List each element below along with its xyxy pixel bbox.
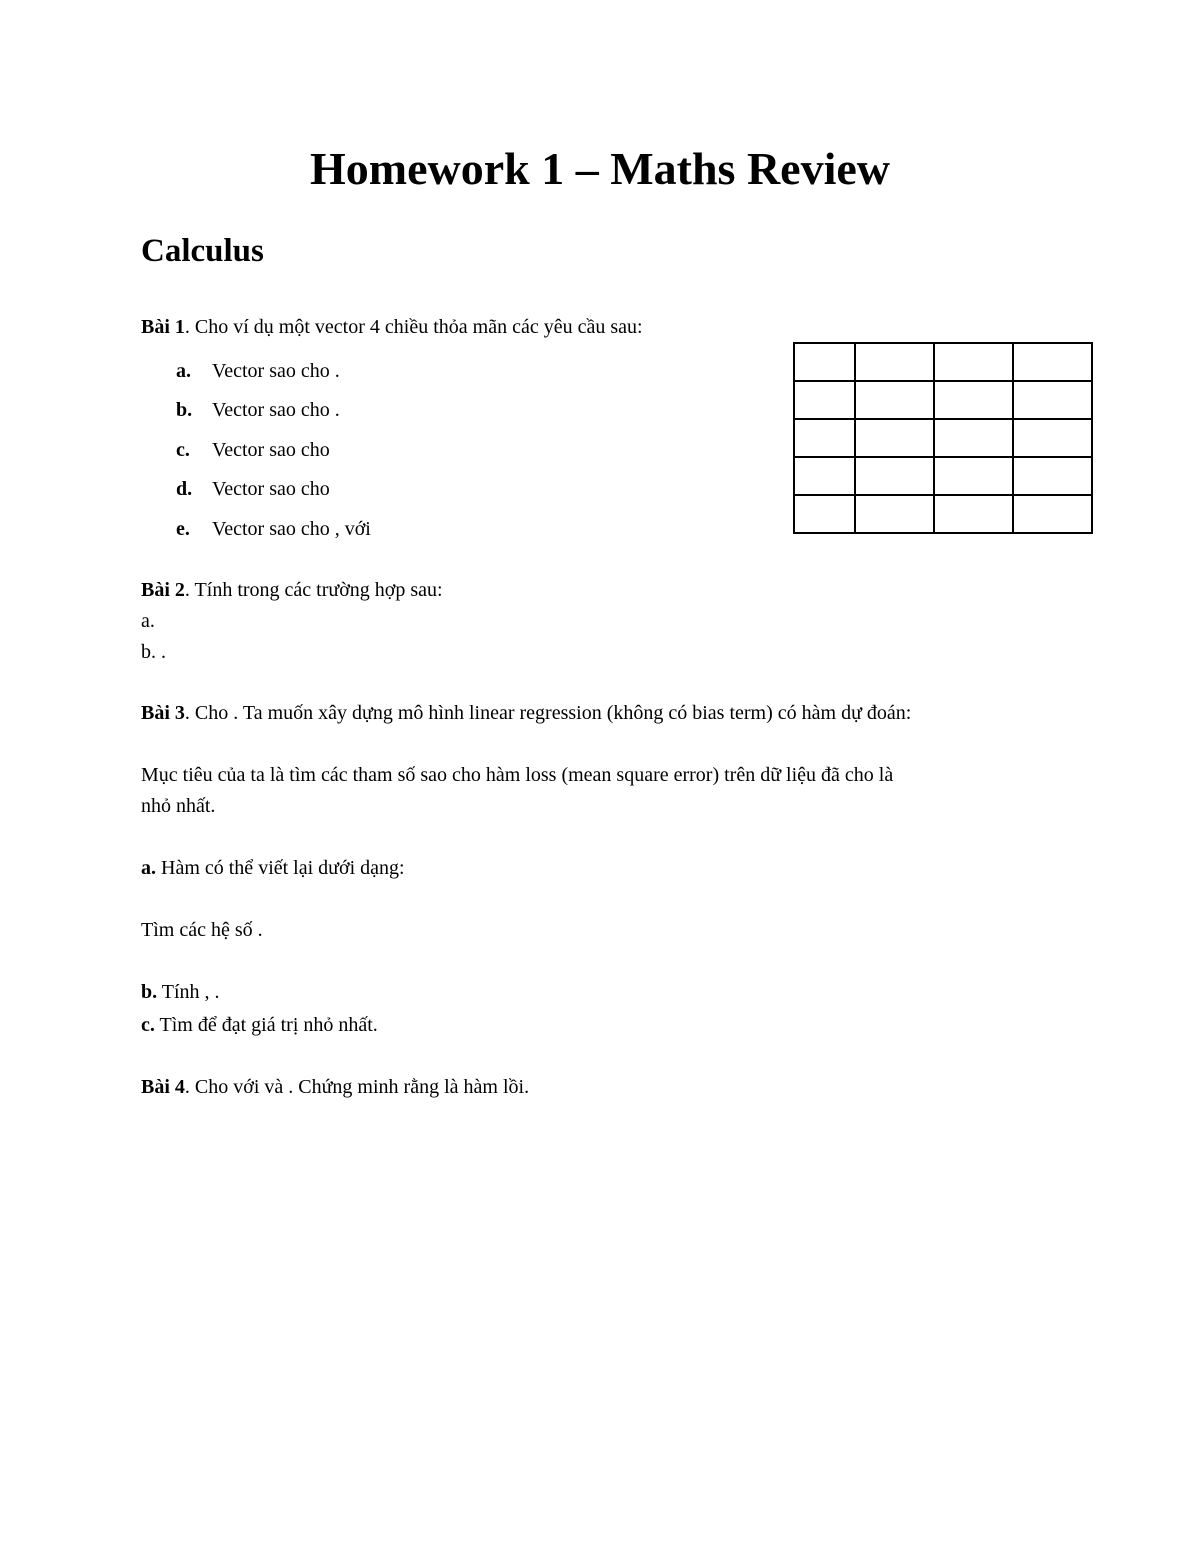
part-text: Hàm có thể viết lại dưới dạng: bbox=[156, 857, 405, 879]
table-cell bbox=[934, 457, 1013, 495]
page-title: Homework 1 – Maths Review bbox=[309, 143, 890, 194]
table-cell bbox=[1013, 495, 1092, 533]
part-text: Tìm để đạt giá trị nhỏ nhất. bbox=[154, 1014, 378, 1036]
item-text: Vector sao cho , với bbox=[212, 518, 371, 540]
table-cell bbox=[794, 457, 855, 495]
bai3-part-b bbox=[141, 979, 220, 1005]
item-letter: e. bbox=[176, 518, 190, 540]
bai3-goal-line1: Mục tiêu của ta là tìm các tham số sao cho hàm loss (mean square error) trên dữ liệu đã cho là bbox=[141, 764, 894, 786]
item-text: Vector sao cho bbox=[212, 439, 330, 461]
table-cell bbox=[794, 343, 855, 381]
bai1-item-c bbox=[176, 437, 330, 463]
section-heading-calculus: Calculus bbox=[141, 233, 264, 269]
bai1-item-d bbox=[176, 476, 330, 502]
table-row bbox=[794, 457, 1092, 495]
table-row bbox=[794, 343, 1092, 381]
table-cell bbox=[794, 419, 855, 457]
table-cell bbox=[1013, 381, 1092, 419]
bai1-text: . Cho ví dụ một vector 4 chiều thỏa mãn các yêu cầu sau: bbox=[184, 316, 643, 338]
bai2-text: . Tính trong các trường hợp sau: bbox=[184, 579, 443, 601]
table-cell bbox=[855, 419, 934, 457]
table-cell bbox=[1013, 419, 1092, 457]
bai1-label: Bài 1 bbox=[141, 316, 185, 338]
item-text: Vector sao cho bbox=[212, 478, 330, 500]
bai1-item-b bbox=[176, 397, 340, 423]
bai3-part-c bbox=[141, 1012, 378, 1038]
item-letter: a. bbox=[176, 360, 191, 382]
table-cell bbox=[855, 457, 934, 495]
table-cell bbox=[855, 495, 934, 533]
table-cell bbox=[855, 381, 934, 419]
bai3-label: Bài 3 bbox=[141, 702, 185, 724]
table-cell bbox=[934, 343, 1013, 381]
part-label: b. bbox=[141, 981, 158, 1003]
part-label: c. bbox=[141, 1014, 155, 1036]
bai2-label: Bài 2 bbox=[141, 579, 185, 601]
bai3-text: . Cho . Ta muốn xây dựng mô hình linear regression (không có bias term) có hàm dự đoán: bbox=[184, 702, 912, 724]
table-cell bbox=[934, 381, 1013, 419]
bai2-item-b: b. . bbox=[141, 641, 166, 663]
bai2-item-a: a. bbox=[141, 610, 155, 632]
bai3-prompt bbox=[141, 700, 911, 726]
bai3-part-a bbox=[141, 855, 405, 881]
table-row bbox=[794, 381, 1092, 419]
empty-grid-table bbox=[793, 342, 1093, 534]
table-cell bbox=[1013, 343, 1092, 381]
item-letter: c. bbox=[176, 439, 190, 461]
bai4-text: . Cho với và . Chứng minh rằng là hàm lồi. bbox=[184, 1076, 530, 1098]
bai4-label: Bài 4 bbox=[141, 1076, 185, 1098]
part-label: a. bbox=[141, 857, 156, 879]
table-row bbox=[794, 419, 1092, 457]
bai1-item-a bbox=[176, 358, 340, 384]
bai1-prompt bbox=[141, 314, 643, 340]
table-cell bbox=[794, 495, 855, 533]
bai3-goal-line2: nhỏ nhất. bbox=[141, 795, 216, 817]
table-cell bbox=[855, 343, 934, 381]
bai1-item-e bbox=[176, 516, 371, 542]
item-letter: b. bbox=[176, 399, 193, 421]
item-letter: d. bbox=[176, 478, 193, 500]
bai3-coefficients: Tìm các hệ số . bbox=[141, 919, 263, 941]
table-row bbox=[794, 495, 1092, 533]
table-cell bbox=[794, 381, 855, 419]
table-cell bbox=[934, 419, 1013, 457]
item-text: Vector sao cho . bbox=[212, 360, 340, 382]
table-cell bbox=[1013, 457, 1092, 495]
bai2-prompt bbox=[141, 577, 443, 603]
part-text: Tính , . bbox=[157, 981, 220, 1003]
bai4-prompt bbox=[141, 1074, 529, 1100]
table-cell bbox=[934, 495, 1013, 533]
item-text: Vector sao cho . bbox=[212, 399, 340, 421]
